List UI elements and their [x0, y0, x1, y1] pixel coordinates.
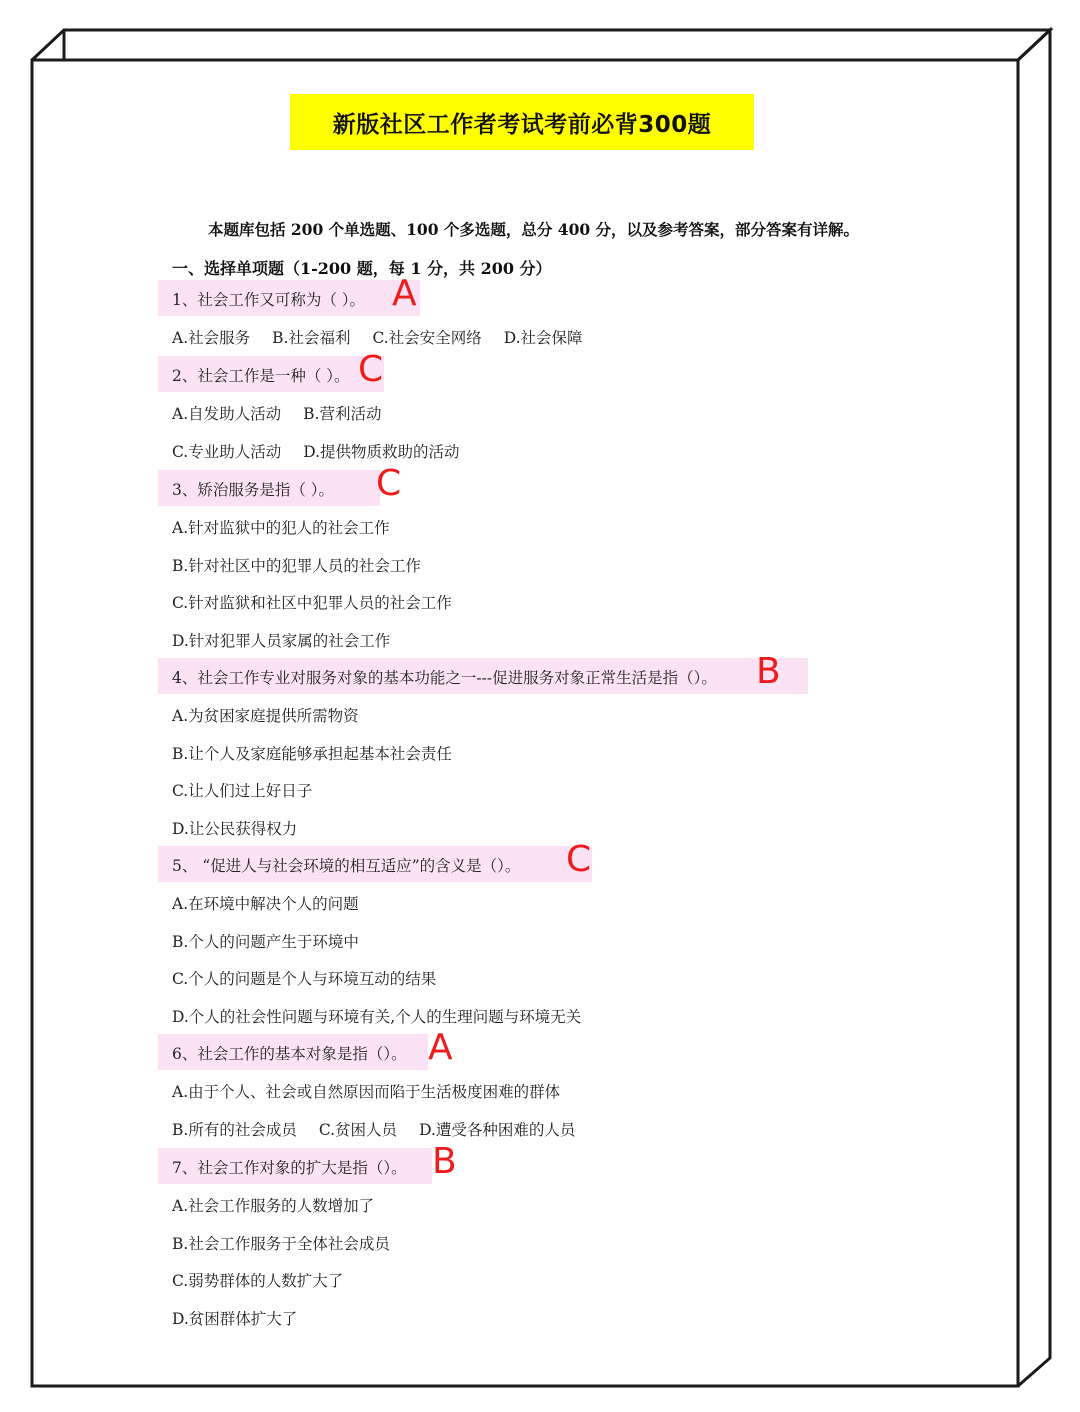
option-row [172, 402, 403, 424]
option-row [172, 440, 482, 462]
option-text: A.社会服务 [172, 328, 251, 347]
option-text: A.针对监狱中的犯人的社会工作 [172, 518, 390, 537]
option-text: B.针对社区中的犯罪人员的社会工作 [172, 556, 421, 575]
option-row [172, 629, 412, 651]
section-heading: 一、选择单项题（1-200 题，每 1 分，共 200 分） [172, 259, 552, 278]
option-text: A.为贫困家庭提供所需物资 [172, 706, 359, 725]
option-text: C.个人的问题是个人与环境互动的结果 [172, 970, 437, 989]
option-text: D.让公民获得权力 [172, 820, 298, 839]
option-text: C.让人们过上好日子 [172, 782, 313, 801]
option-text: D.社会保障 [503, 328, 583, 347]
option-row [172, 1269, 365, 1291]
handwritten-answer-mark: A [392, 273, 417, 314]
option-row [172, 892, 381, 914]
handwritten-answer-mark: B [432, 1141, 457, 1182]
option-text: D.针对犯罪人员家属的社会工作 [172, 632, 391, 651]
option-text: C.专业助人活动 [172, 442, 282, 461]
handwritten-answer-mark: C [358, 349, 384, 390]
option-text: B.营利活动 [303, 404, 382, 423]
option-text: C.贫困人员 [318, 1120, 398, 1139]
option-text: D.遭受各种困难的人员 [419, 1120, 576, 1139]
option-row [172, 930, 381, 952]
title-highlight [290, 94, 754, 150]
document-page [32, 60, 1018, 1386]
option-row [172, 779, 334, 801]
question-stem: 5、 “促进人与社会环境的相互适应”的含义是（）。 [172, 857, 521, 875]
option-text: D.个人的社会性问题与环境有关,个人的生理问题与环境无关 [172, 1008, 582, 1027]
question-stem: 6、社会工作的基本对象是指（）。 [172, 1045, 407, 1063]
option-text: C.社会安全网络 [372, 328, 482, 347]
question-stem: 4、社会工作专业对服务对象的基本功能之一---促进服务对象正常生活是指（）。 [172, 669, 717, 687]
option-text: B.所有的社会成员 [172, 1120, 297, 1139]
handwritten-answer-mark: B [756, 651, 781, 692]
option-row [172, 554, 443, 576]
option-text: A.自发助人活动 [172, 404, 282, 423]
option-row [172, 1307, 319, 1329]
option-text: A.由于个人、社会或自然原因而陷于生活极度困难的群体 [172, 1082, 561, 1101]
option-row [172, 704, 381, 726]
option-text: C.针对监狱和社区中犯罪人员的社会工作 [172, 594, 452, 613]
option-row [172, 1080, 582, 1102]
option-row [172, 1232, 412, 1254]
option-row [172, 967, 458, 989]
option-text: D.提供物质救助的活动 [303, 442, 460, 461]
option-text: A.社会工作服务的人数增加了 [172, 1196, 375, 1215]
option-text: B.社会福利 [272, 328, 351, 347]
option-row [172, 742, 474, 764]
option-row [172, 516, 412, 538]
handwritten-answer-mark: C [566, 839, 592, 880]
option-row [172, 817, 319, 839]
document-title: 新版社区工作者考试考前必背300题 [332, 111, 712, 138]
handwritten-answer-mark: A [428, 1027, 453, 1068]
option-text: B.个人的问题产生于环境中 [172, 932, 359, 951]
question-stem: 1、社会工作又可称为（ ）。 [172, 291, 366, 309]
option-text: D.贫困群体扩大了 [172, 1310, 298, 1329]
option-text: B.让个人及家庭能够承担起基本社会责任 [172, 744, 452, 763]
option-text: C.弱势群体的人数扩大了 [172, 1272, 344, 1291]
question-stem: 3、矫治服务是指（ ）。 [172, 481, 335, 499]
option-row [172, 1194, 396, 1216]
handwritten-answer-mark: C [376, 463, 402, 504]
option-row [172, 1118, 597, 1140]
intro-text: 本题库包括 200 个单选题、100 个多选题，总分 400 分，以及参考答案，部分答案有详解。 [208, 220, 860, 239]
option-text: B.社会工作服务于全体社会成员 [172, 1234, 390, 1253]
option-row [172, 591, 474, 613]
option-text: A.在环境中解决个人的问题 [172, 894, 359, 913]
option-row [172, 1005, 603, 1027]
question-stem: 2、社会工作是一种（ ）。 [172, 367, 350, 385]
question-stem: 7、社会工作对象的扩大是指（）。 [172, 1159, 407, 1177]
option-row [172, 326, 605, 348]
